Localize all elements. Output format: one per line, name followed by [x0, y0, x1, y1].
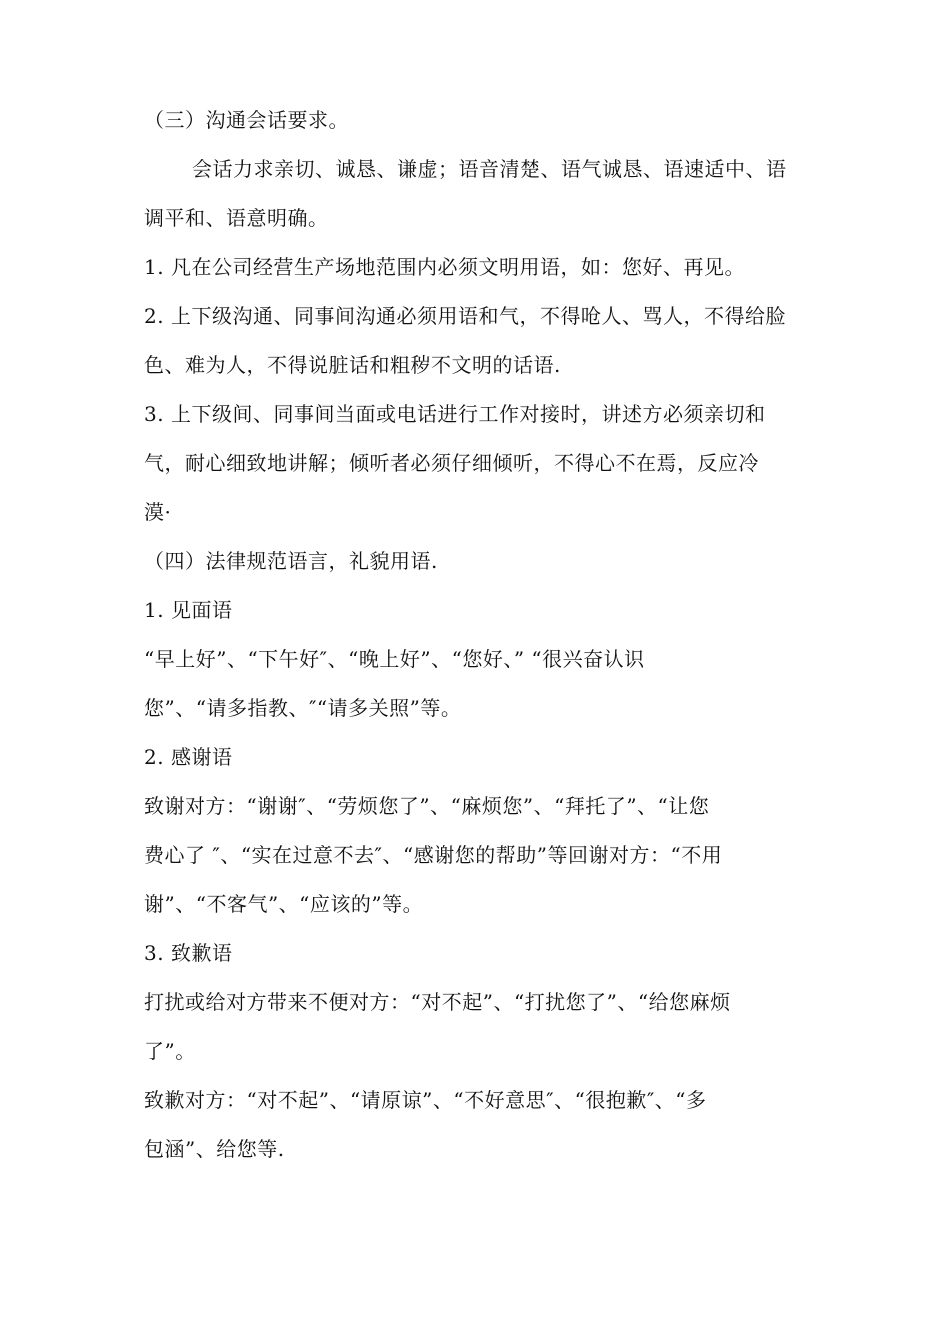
list-item-2: 2. 上下级沟通、同事间沟通必须用语和气，不得呛人、骂人，不得给脸 [144, 304, 786, 328]
paragraph-line: 致谢对方：“谢谢″、“劳烦您了”、“麻烦您”、“拜托了”、“让您 [144, 794, 710, 818]
paragraph-line: 打扰或给对方带来不便对方：“对不起”、“打扰您了”、“给您麻烦 [144, 990, 731, 1014]
list-item-3-cont: 漠· [144, 500, 172, 524]
list-item-3: 3. 上下级间、同事间当面或电话进行工作对接时，讲述方必须亲切和 [144, 402, 766, 426]
paragraph-line: 谢”、“不客气”、“应该的”等。 [144, 892, 424, 916]
list-item-3-cont: 气，耐心细致地讲解；倾听者必须仔细倾听，不得心不在焉，反应冷 [144, 451, 759, 475]
paragraph-line: 会话力求亲切、诚恳、谦虚；语音清楚、语气诚恳、语速适中、语 [192, 157, 787, 181]
paragraph-line: 包涵”、给您等. [144, 1137, 285, 1161]
paragraph-line: 您”、“请多指教、″“请多关照”等。 [144, 696, 462, 720]
section-heading-3: （三）沟通会话要求。 [144, 108, 349, 132]
subheading-thanks: 2. 感谢语 [144, 745, 233, 769]
document-body [144, 96, 824, 1174]
section-heading-4: （四）法律规范语言，礼貌用语. [144, 549, 438, 573]
paragraph-line: 了”。 [144, 1039, 196, 1063]
subheading-apology: 3. 致歉语 [144, 941, 233, 965]
paragraph-line: 费心了 ″、“实在过意不去″、“感谢您的帮助”等回谢对方：“不用 [144, 843, 723, 867]
paragraph-line: 致歉对方：“对不起”、“请原谅”、“不好意思″、“很抱歉″、“多 [144, 1088, 707, 1112]
subheading-greeting: 1. 见面语 [144, 598, 233, 622]
paragraph-line: “早上好”、“下午好″、“晚上好”、“您好、” “很兴奋认识 [144, 647, 645, 671]
list-item-2-cont: 色、难为人，不得说脏话和粗秽不文明的话语. [144, 353, 561, 377]
list-item-1: 1. 凡在公司经营生产场地范围内必须文明用语，如：您好、再见。 [144, 255, 745, 279]
paragraph-line: 调平和、语意明确。 [144, 206, 329, 230]
